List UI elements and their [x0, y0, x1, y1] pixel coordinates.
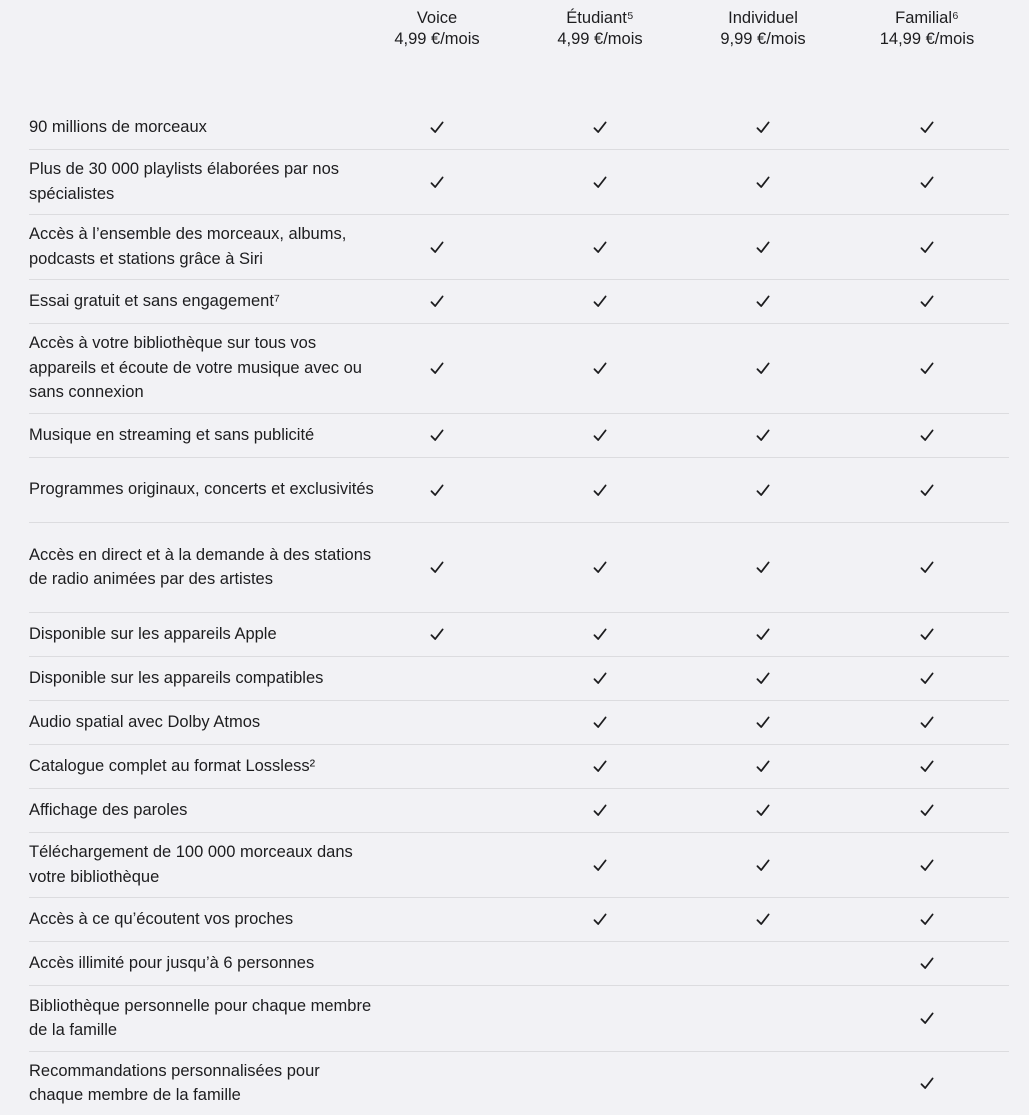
feature-row [0, 897, 1029, 941]
checkmark-icon [743, 358, 783, 378]
checkmark-icon [907, 291, 947, 311]
plan-name: Étudiant⁵ [566, 9, 634, 27]
checkmark-icon [743, 425, 783, 445]
checkmark-icon [417, 358, 457, 378]
feature-row [0, 832, 1029, 897]
checkmark-icon [417, 480, 457, 500]
checkmark-icon [743, 172, 783, 192]
feature-label: 90 millions de morceaux [29, 117, 207, 136]
checkmark-icon [907, 1008, 947, 1028]
checkmark-icon [417, 117, 457, 137]
feature-row [0, 323, 1029, 413]
feature-comparison-table [0, 105, 1029, 1115]
checkmark-icon [580, 909, 620, 929]
feature-row [0, 149, 1029, 214]
checkmark-icon [907, 1073, 947, 1093]
feature-label: Accès à ce qu’écoutent vos proches [29, 909, 294, 928]
feature-label: Audio spatial avec Dolby Atmos [29, 712, 261, 731]
checkmark-icon [580, 172, 620, 192]
feature-row [0, 522, 1029, 612]
checkmark-icon [580, 291, 620, 311]
checkmark-icon [580, 855, 620, 875]
plan-etudiant [525, 8, 675, 50]
checkmark-icon [907, 557, 947, 577]
plan-name: Voice [416, 9, 458, 27]
feature-label: Bibliothèque personnelle pour chaque membre de la famille [29, 996, 372, 1039]
plan-voice [362, 8, 512, 50]
checkmark-icon [907, 480, 947, 500]
checkmark-icon [743, 756, 783, 776]
feature-label: Essai gratuit et sans engagement⁷ [29, 291, 280, 310]
checkmark-icon [417, 172, 457, 192]
checkmark-icon [743, 909, 783, 929]
feature-row [0, 1051, 1029, 1115]
feature-label: Disponible sur les appareils compatibles [29, 668, 324, 687]
feature-row [0, 214, 1029, 279]
checkmark-icon [907, 909, 947, 929]
checkmark-icon [907, 425, 947, 445]
feature-label: Musique en streaming et sans publicité [29, 425, 315, 444]
plan-price: 14,99 €/mois [879, 30, 975, 48]
checkmark-icon [907, 800, 947, 820]
checkmark-icon [743, 291, 783, 311]
feature-label: Affichage des paroles [29, 800, 188, 819]
checkmark-icon [743, 237, 783, 257]
checkmark-icon [743, 624, 783, 644]
feature-label: Disponible sur les appareils Apple [29, 624, 277, 643]
feature-row [0, 279, 1029, 323]
checkmark-icon [580, 237, 620, 257]
feature-label: Accès à votre bibliothèque sur tous vos appareils et écoute de votre musique avec ou sans connexion [29, 334, 362, 402]
checkmark-icon [907, 172, 947, 192]
checkmark-icon [743, 668, 783, 688]
checkmark-icon [743, 855, 783, 875]
feature-row [0, 788, 1029, 832]
feature-label: Plus de 30 000 playlists élaborées par nos spécialistes [29, 160, 340, 203]
feature-row [0, 105, 1029, 149]
checkmark-icon [907, 668, 947, 688]
checkmark-icon [580, 624, 620, 644]
feature-label: Recommandations personnalisées pour chaque membre de la famille [29, 1061, 320, 1104]
checkmark-icon [743, 800, 783, 820]
feature-row [0, 700, 1029, 744]
checkmark-icon [907, 712, 947, 732]
feature-row [0, 985, 1029, 1051]
checkmark-icon [417, 237, 457, 257]
feature-row [0, 941, 1029, 985]
plan-familial [852, 8, 1002, 50]
checkmark-icon [580, 480, 620, 500]
feature-row [0, 656, 1029, 700]
checkmark-icon [580, 712, 620, 732]
plan-name: Individuel [728, 9, 798, 27]
feature-label: Catalogue complet au format Lossless² [29, 756, 316, 775]
checkmark-icon [907, 237, 947, 257]
feature-label: Programmes originaux, concerts et exclusivités [29, 480, 374, 499]
plan-price: 4,99 €/mois [557, 30, 643, 48]
checkmark-icon [743, 557, 783, 577]
checkmark-icon [580, 557, 620, 577]
checkmark-icon [417, 624, 457, 644]
checkmark-icon [907, 358, 947, 378]
feature-row [0, 612, 1029, 656]
checkmark-icon [907, 756, 947, 776]
checkmark-icon [580, 756, 620, 776]
feature-label: Accès illimité pour jusqu’à 6 personnes [29, 953, 315, 972]
plan-individuel [688, 8, 838, 50]
checkmark-icon [580, 800, 620, 820]
plan-name: Familial⁶ [895, 9, 959, 27]
feature-label: Accès à l’ensemble des morceaux, albums, podcasts et stations grâce à Siri [29, 225, 347, 268]
checkmark-icon [907, 953, 947, 973]
checkmark-icon [743, 117, 783, 137]
checkmark-icon [417, 425, 457, 445]
feature-label: Accès en direct et à la demande à des stations de radio animées par des artistes [29, 545, 372, 588]
checkmark-icon [743, 480, 783, 500]
checkmark-icon [743, 712, 783, 732]
plans-header [0, 0, 1029, 100]
checkmark-icon [907, 624, 947, 644]
feature-row [0, 413, 1029, 457]
plan-price: 4,99 €/mois [394, 30, 480, 48]
checkmark-icon [417, 291, 457, 311]
feature-row [0, 744, 1029, 788]
checkmark-icon [907, 855, 947, 875]
checkmark-icon [907, 117, 947, 137]
checkmark-icon [580, 425, 620, 445]
plan-price: 9,99 €/mois [720, 30, 806, 48]
checkmark-icon [580, 358, 620, 378]
feature-row [0, 457, 1029, 522]
checkmark-icon [580, 668, 620, 688]
checkmark-icon [417, 557, 457, 577]
checkmark-icon [580, 117, 620, 137]
feature-label: Téléchargement de 100 000 morceaux dans votre bibliothèque [29, 843, 353, 886]
